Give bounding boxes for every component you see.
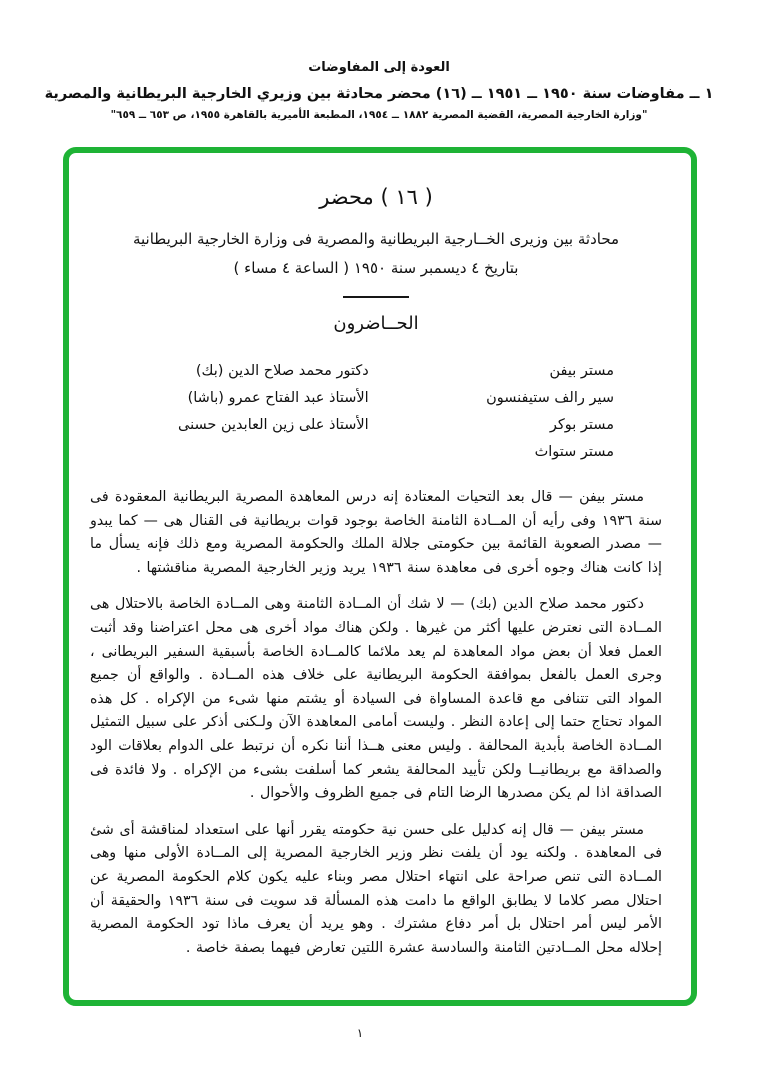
doc-title: ( ١٦ ) محضر <box>319 185 433 209</box>
attendee-name: الأستاذ على زين العابدين حسنى <box>178 417 369 433</box>
doc-subtitle-line2: بتاريخ ٤ ديسمبر سنة ١٩٥٠ ( الساعة ٤ مساء ) <box>233 259 519 277</box>
source-citation: "وزارة الخارجية المصرية، القضية المصرية ١٨٨٢ ــ ١٩٥٤، المطبعة الأميرية بالقاهرة ١٩٥٥، ص ٦٥٣ ــ ٦٥٩" <box>110 109 648 121</box>
highlight-frame <box>63 147 697 1006</box>
attendees-column-egyptian <box>178 358 369 466</box>
minutes-paragraph-salaheldin: دكتور محمد صلاح الدين (بك) — لا شك أن المــادة الثامنة وهى المــادة الخاصة بالاحتلال هى المــادة التى نعترض عليها أكثر من غيرها . ولكن هناك مواد أخرى هى محل اعتراضنا وقد أثبت العمل فعلا أن بعض مواد المعاهدة لم يعد ملائما كالمــادة الخاصة بأسبقية السفير البريطانى ، وجرى العمل بالفعل بموافقة الحكومة البريطانية على خلاف هذه المــادة . والواقع أن جميع المواد التى تتنافى مع قاعدة المساواة فى السيادة أو يشتم منها شىء من الإكراه . كل هذه المواد تحتاج حتما إلى إعادة النظر . وليست أمامى المعاهدة الآن ولـكنى أذكر على سبيل التمثيل المــادة الخاصة بأبدية المحالفة . وليس معنى هــذا أننا نكره أن نرتبط على الدوام بعلاقات الود والصداقة مع بريطانيــا ولكن تأييد المحالفة يشعر كما أسلفت بشىء من الإكراه . ولا فائدة فى الصداقة اذا لم يكن مصدرها الرضا التام فى جميع الظروف والأحوال . <box>90 596 662 802</box>
section-title: العودة إلى المفاوضات <box>308 60 450 75</box>
divider-rule <box>343 296 409 298</box>
attendees-heading: الحــاضرون <box>333 313 419 334</box>
attendee-name: مستر بوكر <box>549 417 614 433</box>
attendee-name: مستر ستواث <box>534 444 614 460</box>
doc-subtitle-line1: محادثة بين وزيرى الخــارجية البريطانية والمصرية فى وزارة الخارجية البريطانية <box>132 230 620 248</box>
page-header <box>0 60 758 121</box>
attendees-list <box>90 358 662 466</box>
section-subtitle: ١ ــ مفاوضات سنة ١٩٥٠ ــ ١٩٥١ ــ (١٦) محضر محادثة بين وزيري الخارجية البريطانية والمصرية <box>44 86 714 102</box>
attendee-name: سير رالف ستيفنسون <box>486 390 614 406</box>
minutes-paragraph-bevin-1: مستر بيفن — قال بعد التحيات المعتادة إنه درس المعاهدة المصرية البريطانية المعقودة فى سنة ١٩٣٦ وفى رأيه أن المــادة الثامنة الخاصة بوجود قوات بريطانية فى القنال هى — كما يبدو — مصدر الصعوبة القائمة بين حكومتى جلالة الملك والحكومة المصرية ومع ذلك فإنه يسأل ما إذا كانت هناك وجوه أخرى فى معاهدة سنة ١٩٣٦ يريد وزير الخارجية المصرية مناقشتها . <box>90 489 662 576</box>
page-number: ١ <box>356 1026 364 1040</box>
attendee-name: الأستاذ عبد الفتاح عمرو (باشا) <box>187 390 369 406</box>
minutes-paragraph-bevin-2: مستر بيفن — قال إنه كدليل على حسن نية حكومته يقرر أنها على استعداد لمناقشة أى شئ فى المعاهدة . ولكنه يود أن يلفت نظر وزير الخارجية المصرية إلى المــادة الأولى منها وهى المــادة التى تنص صراحة على انتهاء احتلال مصر وبناء عليه يكون كلام الحكومة المصرية عن احتلال مصر كلاما لا يطابق الواقع ما دامت هذه المسألة قد سويت فى سنة ١٩٣٦ والحقيقة أن الأمر ليس أمر احتلال بل أمر دفاع مشترك . وهو يريد أن يعرف ماذا تود الحكومة المصرية إحلاله محل المــادتين الثامنة والسادسة عشرة اللتين تعارض فيهما بصفة خاصة . <box>90 821 662 956</box>
attendees-column-british <box>486 358 614 466</box>
attendee-name: دكتور محمد صلاح الدين (بك) <box>195 363 369 379</box>
attendee-name: مستر بيفن <box>549 363 614 379</box>
